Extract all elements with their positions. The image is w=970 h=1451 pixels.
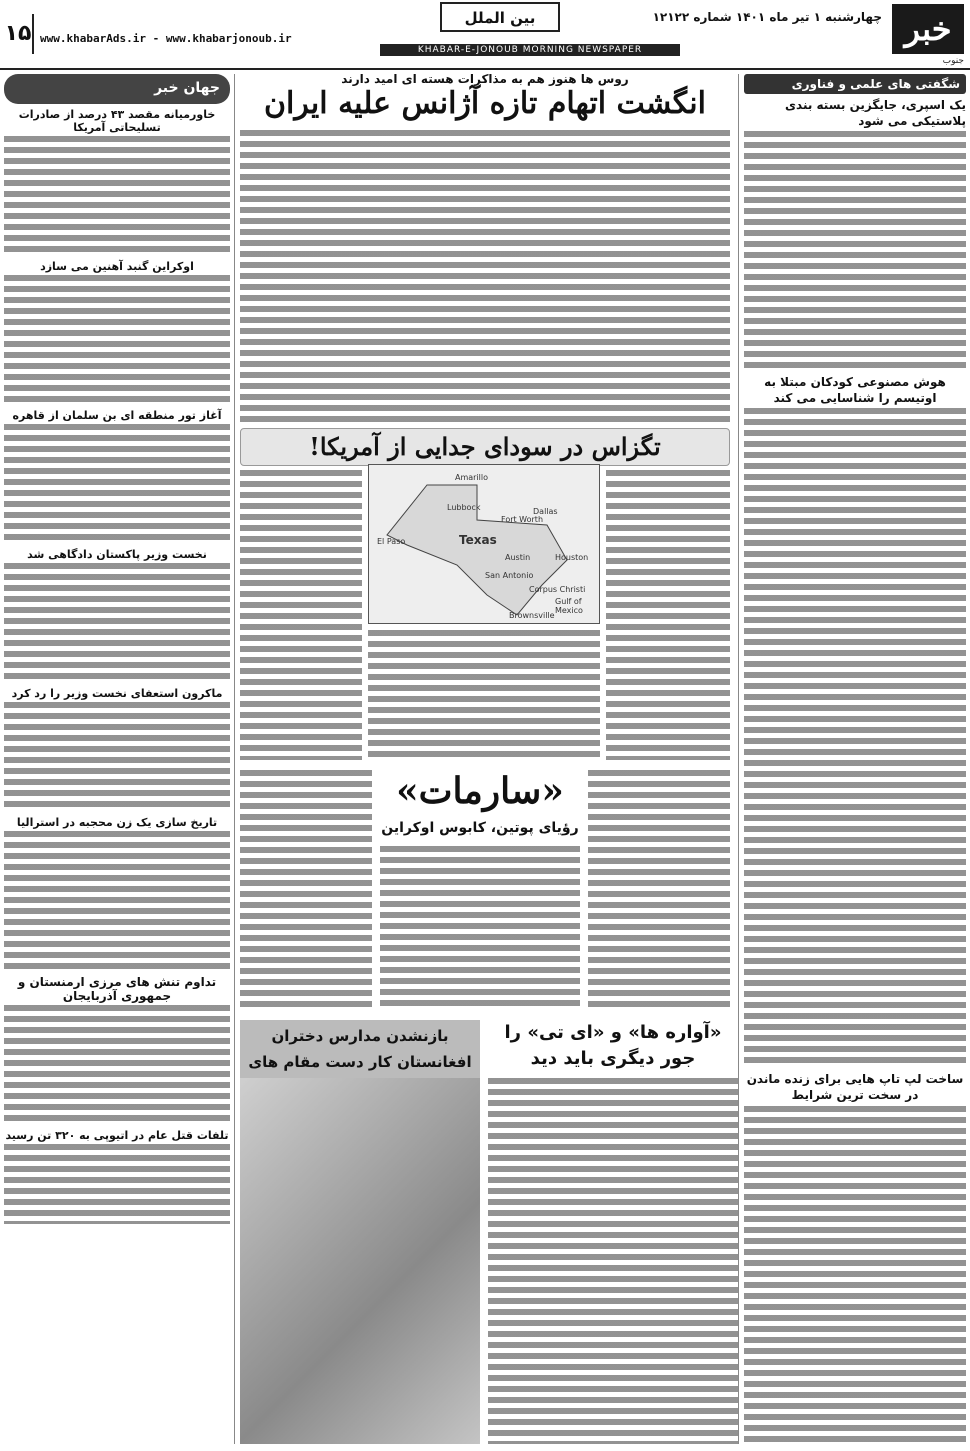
avara-headline: «آواره ها» و «ای تی» را جور دیگری باید دید [504, 1022, 722, 1069]
map-label: Gulf of Mexico [555, 597, 583, 615]
story-body [4, 136, 230, 256]
story-title: تاریخ سازی یک زن محجبه در استرالیا [16, 816, 218, 829]
story-body [744, 408, 966, 1068]
science-box-title: شگفتی های علمی و فناوری [744, 74, 966, 94]
sarmat-story-body [380, 846, 580, 1010]
story-title: خاورمیانه مقصد ۴۳ درصد از صادرات تسلیحاتی آمریکا [18, 108, 216, 134]
story-title: نخست وزیر پاکستان دادگاهی شد [27, 548, 207, 561]
world-news-header: جهان خبر [4, 74, 230, 104]
map-label: Fort Worth [501, 515, 544, 524]
story-title: ساخت لپ تاپ هایی برای زنده ماندن در سخت ترین شرایط [746, 1072, 964, 1102]
lead-story-body [240, 130, 730, 422]
column-divider [738, 74, 739, 1444]
masthead [0, 0, 970, 70]
map-label: Lubbock [447, 503, 481, 512]
texas-banner: تگزاس در سودای جدایی از آمریکا! [240, 428, 730, 466]
afghanistan-photo [240, 1078, 480, 1444]
dateline: چهارشنبه ۱ تیر ماه ۱۴۰۱ شماره ۱۲۱۲۲ [652, 10, 882, 24]
texas-story-body [368, 630, 600, 760]
map-label: Austin [505, 553, 531, 562]
map-label: Dallas [533, 507, 558, 516]
story-body [744, 131, 966, 371]
story-body [4, 275, 230, 405]
story-body [4, 424, 230, 544]
texas-story-body [606, 470, 730, 760]
right-column [744, 74, 966, 1444]
map-label: Brownsville [509, 611, 555, 620]
english-masthead-line: KHABAR-E-JONOUB MORNING NEWSPAPER [380, 44, 680, 56]
sarmat-title: «سارمات» [396, 770, 564, 812]
sarmat-subtitle: رؤیای پوتین، کابوس اوکراین [381, 820, 579, 836]
headline-kicker: روس ها هنوز هم به مذاکرات هسته ای امید دارند [341, 72, 629, 86]
logo-subtitle: جنوب [942, 56, 964, 66]
sarmat-story-body [240, 770, 372, 1010]
map-label: Texas [459, 533, 497, 547]
avara-story-body [488, 1078, 738, 1444]
left-column [4, 74, 230, 1444]
section-title: بین الملل [440, 2, 560, 32]
map-label: Amarillo [455, 473, 489, 482]
story-body [4, 563, 230, 683]
newspaper-logo: خبر [892, 4, 964, 54]
story-body [4, 1005, 230, 1125]
map-label: Houston [555, 553, 589, 562]
story-body [744, 1106, 966, 1446]
main-headline: انگشت اتهام تازه آژانس علیه ایران [264, 86, 706, 121]
texas-map [368, 464, 600, 624]
story-title: تلفات قتل عام در اتیوپی به ۳۲۰ تن رسید [5, 1129, 229, 1142]
story-title: تداوم تنش های مرزی ارمنستان و جمهوری آذربایجان [17, 975, 217, 1003]
map-label: San Antonio [485, 571, 534, 580]
afghanistan-headline: بازنشدن مدارس دختران افغانستان کار دست مقام های [240, 1020, 480, 1078]
map-label: Corpus Christi [529, 585, 586, 594]
story-body [4, 831, 230, 971]
website-urls[interactable]: www.khabarAds.ir - www.khabarjonoub.ir [40, 32, 292, 45]
story-title: هوش مصنوعی کودکان مبتلا به اوتیسم را شناسایی می کند [764, 375, 946, 405]
story-title: یک اسپری، جایگزین بسته بندی پلاستیکی می شود [785, 98, 966, 128]
story-title: اوکراین گنبد آهنین می سازد [40, 260, 194, 273]
story-body [4, 1144, 230, 1224]
story-title: آغاز تور منطقه ای بن سلمان از قاهره [12, 409, 222, 422]
texas-story-body [240, 470, 362, 760]
story-body [4, 702, 230, 812]
map-label: El Paso [377, 537, 406, 546]
sarmat-story-body [588, 770, 730, 1010]
page-number: ۱۵ [4, 14, 34, 54]
story-title: ماکرون استعفای نخست وزیر را رد کرد [11, 687, 223, 700]
column-divider [234, 74, 235, 1444]
